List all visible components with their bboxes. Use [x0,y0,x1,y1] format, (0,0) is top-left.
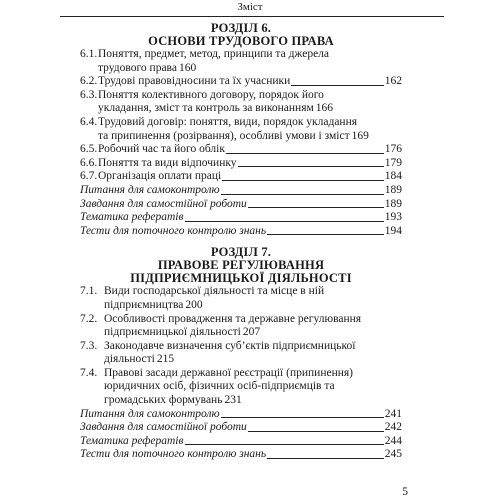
toc-entry-6-6[interactable] [80,157,402,171]
entry-page: 244 [384,434,402,447]
entry-number: 6.2. [80,75,98,88]
entry-text-line: Види господарської діяльності та місце в ній [104,285,325,298]
leader-line [185,444,384,445]
toc-entry-6-3[interactable] [80,89,402,116]
entry-text-line: Законодавче визначення суб’єктів підприємницької [104,339,356,352]
entry-page: 193 [384,211,402,224]
entry-number: 7.1. [80,285,98,298]
toc-entry-7-3[interactable] [80,340,402,367]
entry-page: 215 [156,353,175,366]
toc-extra-self-control[interactable] [80,184,402,198]
entry-text-line: трудового права [98,61,177,74]
toc-extra-self-control[interactable] [80,408,402,422]
entry-page: 245 [384,448,402,461]
leader-line [185,221,384,222]
entry-text-line: укладання, зміст та контроль за виконанням [98,102,314,115]
entry-text-line: Поняття колективного договору, порядок його [98,88,324,101]
entry-page: 176 [384,143,402,156]
entry-page: 194 [384,224,402,237]
entry-text-line: діяльності [104,353,155,366]
entry-text-line: Питання для самоконтролю [80,407,220,420]
toc-entry-6-2[interactable] [80,75,402,89]
entry-page: 207 [242,326,261,339]
entry-number: 6.3. [80,88,98,101]
entry-page: 166 [315,102,334,115]
chapter-heading: РОЗДІЛ 7. [210,245,272,260]
table-of-contents [80,22,402,462]
entry-text-line: Особливості провадження та державне регулювання [104,312,362,325]
entry-text-line: Організація оплати праці [98,170,222,183]
entry-text-line: Поняття та види відпочинку [98,156,237,169]
leader-line [291,85,383,86]
chapter-7 [80,246,402,462]
chapter-6 [80,22,402,238]
entry-text-line: Тематика рефератів [80,434,184,447]
toc-extra-tests[interactable] [80,225,402,239]
entry-page: 241 [384,407,402,420]
leader-line [221,417,384,418]
chapter-title: ПІДПРИЄМНИЦЬКОЇ ДІЯЛЬНОСТІ [130,271,352,286]
running-head: Зміст [237,1,263,13]
entry-text-line: Тести для поточного контролю знань [80,224,267,237]
entry-text-line: підприємницької діяльності [104,326,241,339]
leader-line [267,458,384,459]
leader-line [248,431,384,432]
entry-page: 160 [178,61,197,74]
toc-extra-essay-topics[interactable] [80,211,402,225]
toc-extra-independent-work[interactable] [80,421,402,435]
chapter-heading: РОЗДІЛ 6. [210,21,272,35]
toc-entry-7-4[interactable] [80,367,402,408]
entry-page: 242 [384,421,402,434]
toc-entry-6-4[interactable] [80,116,402,143]
entry-text-line: Тематика рефератів [80,211,184,224]
leader-line [226,153,384,154]
toc-entry-6-5[interactable] [80,143,402,157]
leader-line [222,180,384,181]
entry-number: 6.5. [80,143,98,156]
entry-text-line: Тести для поточного контролю знань [80,448,267,461]
toc-extra-essay-topics[interactable] [80,435,402,449]
toc-entry-6-1[interactable] [80,48,402,75]
entry-page: 200 [185,298,203,311]
entry-page: 189 [384,197,402,210]
leader-line [238,166,384,167]
entry-text-line: Робочий час та його облік [98,143,225,156]
entry-number: 7.4. [80,366,98,379]
chapter-title: ПРАВОВЕ РЕГУЛЮВАННЯ [157,258,325,273]
header-rule [60,16,444,17]
entry-text-line: Трудові правовідносини та їх учасники [98,75,291,88]
entry-page: 184 [384,170,402,183]
entry-page: 231 [224,394,242,407]
entry-text-line: юридичних осіб, фізичних осіб-підприємців та [104,380,335,393]
entry-text-line: Поняття, предмет, метод, принципи та джерела [98,48,330,60]
entry-text-line: Завдання для самостійної роботи [80,421,247,434]
entry-text-line: громадських формувань [104,394,223,407]
entry-page: 189 [384,183,402,196]
entry-number: 7.2. [80,312,98,325]
toc-entry-7-1[interactable] [80,285,402,312]
entry-text-line: Трудовий договір: поняття, види, порядок укладання [98,115,358,128]
entry-page: 179 [384,156,402,169]
leader-line [267,234,384,235]
leader-line [248,207,384,208]
entry-text-line: та припинення (розірвання), особливі умови і зміст [98,129,350,142]
entry-number: 6.7. [80,170,98,183]
entry-number: 6.1. [80,48,98,60]
entry-number: 6.6. [80,156,98,169]
entry-number: 7.3. [80,339,98,352]
toc-entry-7-2[interactable] [80,313,402,340]
entry-text-line: Завдання для самостійної роботи [80,197,247,210]
entry-page: 162 [384,75,402,88]
entry-text-line: Питання для самоконтролю [80,183,220,196]
entry-text-line: Правові засади державної реєстрації (припинення) [104,366,354,379]
entry-text-line: підприємництва [104,298,184,311]
chapter-title: ОСНОВИ ТРУДОВОГО ПРАВА [148,34,334,48]
toc-extra-tests[interactable] [80,448,402,462]
entry-number: 6.4. [80,115,98,128]
toc-entry-6-7[interactable] [80,170,402,184]
toc-extra-independent-work[interactable] [80,198,402,212]
entry-page: 169 [351,129,369,142]
leader-line [221,194,384,195]
page-number: 5 [402,486,408,498]
